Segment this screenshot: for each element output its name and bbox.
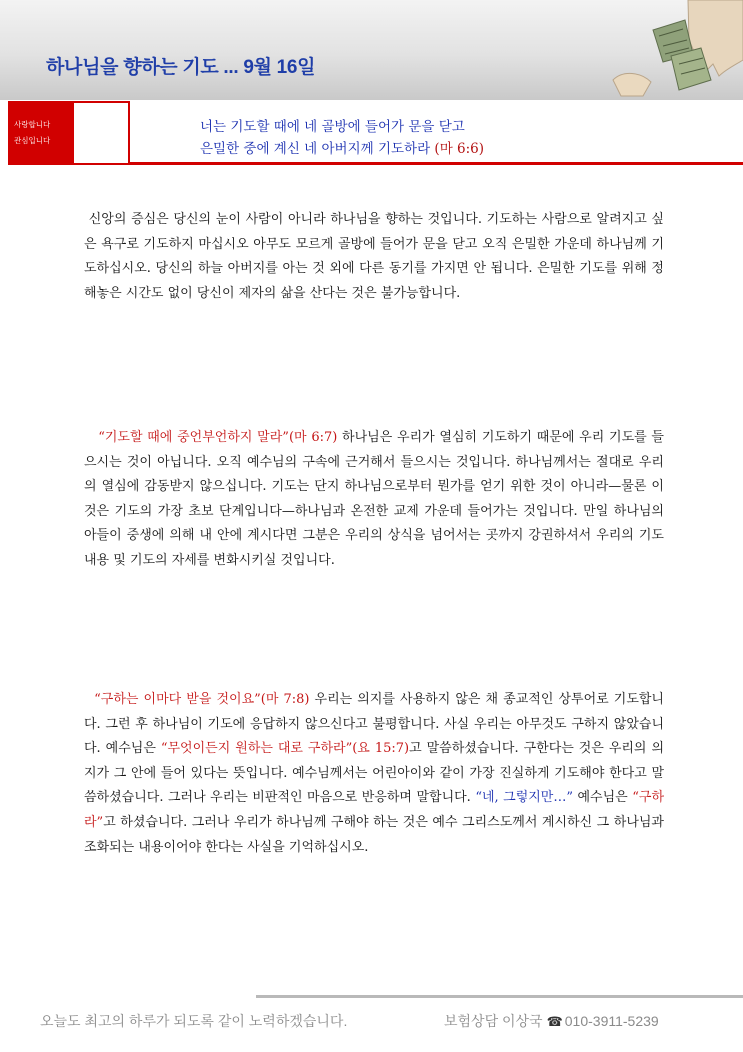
- footer-divider: [256, 995, 743, 998]
- contact-label: 보험상담 이상국: [444, 1013, 543, 1029]
- verse-line-2-text: 은밀한 중에 계신 네 아버지께 기도하라: [200, 141, 431, 157]
- verse-reference: (마 6:6): [434, 141, 485, 157]
- paragraph-3-text-4: 고 하셨습니다. 그러나 우리가 하나님께 구해야 하는 것은 예수 그리스도께서 계시하신 그 하나님과 조화되는 내용이어야 한다는 사실을 기억하십시오.: [84, 814, 664, 855]
- paragraph-3: [84, 688, 664, 860]
- footer-contact: [444, 1011, 659, 1031]
- footer-slogan: 오늘도 최고의 하루가 되도록 같이 노력하겠습니다.: [40, 1013, 348, 1029]
- phone-number: 010-3911-5239: [564, 1013, 659, 1029]
- paragraph-2: [84, 426, 664, 574]
- paragraph-2-text: 하나님은 우리가 열심히 기도하기 때문에 우리 기도를 들으시는 것이 아닙니다. 오직 예수님의 구속에 근거해서 들으시는 것입니다. 하나님께서는 절대로 우리의 열심에 감동받지 않으십니다. 기도는 단지 하나님으로부터 뭔가를 얻기 위한 것이 아니라—물론 이것은 기도의 가장 초보 단계입니다—하나님과 온전한 교제 가운데 들어가는 것입니다. 만일 하나님의 아들이 중생에 의해 내 안에 계시다면 그분은 우리의 상식을 넘어서는 곳까지 강권하셔서 우리의 기도 내용 및 기도의 자세를 변화시키실 것입니다.: [84, 430, 664, 568]
- paragraph-1-text: 신앙의 증심은 당신의 눈이 사람이 아니라 하나님을 향하는 것입니다. 기도하는 사람으로 알려지고 싶은 욕구로 기도하지 마십시오 아무도 모르게 골방에 들어가 문을 닫고 오직 은밀한 가운데 하나님께 기도하십시오. 당신의 하늘 아버지를 아는 것 외에 다른 동기를 가지면 안 됩니다. 은밀한 기도를 위해 정해놓은 시간도 없이 당신이 제자의 삶을 산다는 것은 불가능합니다.: [84, 212, 664, 301]
- paragraph-3-quote-2: “무엇이든지 원하는 대로 구하라”: [160, 741, 353, 757]
- side-label-love: 사랑합니다: [14, 120, 51, 129]
- footer: [40, 1011, 720, 1031]
- paragraph-3-quote-3: “네, 그렇지만…”: [475, 790, 574, 806]
- paragraph-3-text-1: 우리는 의지를 사용하지 않은 채 종교적인 상투어로 기도합니다. 그런 후 하나님이 기도에 응답하지 않으신다고 불평합니다. 사실 우리는 아무것도 구하지 않았습니다. 예수님은: [84, 692, 664, 757]
- paragraph-3-ref-2: (요 15:7): [352, 741, 410, 757]
- paragraph-1: [84, 208, 664, 306]
- red-divider: [130, 162, 743, 165]
- photo-placeholder-box: [72, 101, 130, 165]
- paragraph-2-reference: (마 6:7): [288, 430, 338, 445]
- scripture-verse: [200, 116, 720, 160]
- side-label-care: 관심입니다: [14, 136, 51, 145]
- page-title: 하나님을 향하는 기도 ... 9월 16일: [46, 57, 316, 78]
- header-banner: [0, 0, 743, 100]
- broken-eggshell-money-illustration: [593, 0, 743, 100]
- paragraph-3-text-2: 고 말씀하셨습니다. 구한다는 것은 우리의 의지가 그 안에 들어 있다는 뜻입니다. 예수님께서는 어린아이와 같이 가장 진실하게 기도해야 한다고 말씀하셨습니다. 그러나 우리는 비판적인 마음으로 반응하며 말합니다.: [84, 741, 665, 806]
- paragraph-3-text-3: 예수님은: [573, 790, 633, 806]
- verse-line-1: 너는 기도할 때에 네 골방에 들어가 문을 닫고: [200, 119, 465, 135]
- paragraph-3-ref-1: (마 7:8): [260, 692, 310, 707]
- paragraph-3-quote-1: “구하는 이마다 받을 것이요”: [94, 692, 261, 707]
- paragraph-2-quote: “기도할 때에 중언부언하지 말라”: [98, 430, 289, 445]
- verse-line-2: [200, 138, 720, 160]
- paragraph-3-quote-4: “구하라”: [84, 790, 664, 830]
- side-label-box: [8, 101, 72, 165]
- telephone-icon: ☎: [546, 1014, 563, 1029]
